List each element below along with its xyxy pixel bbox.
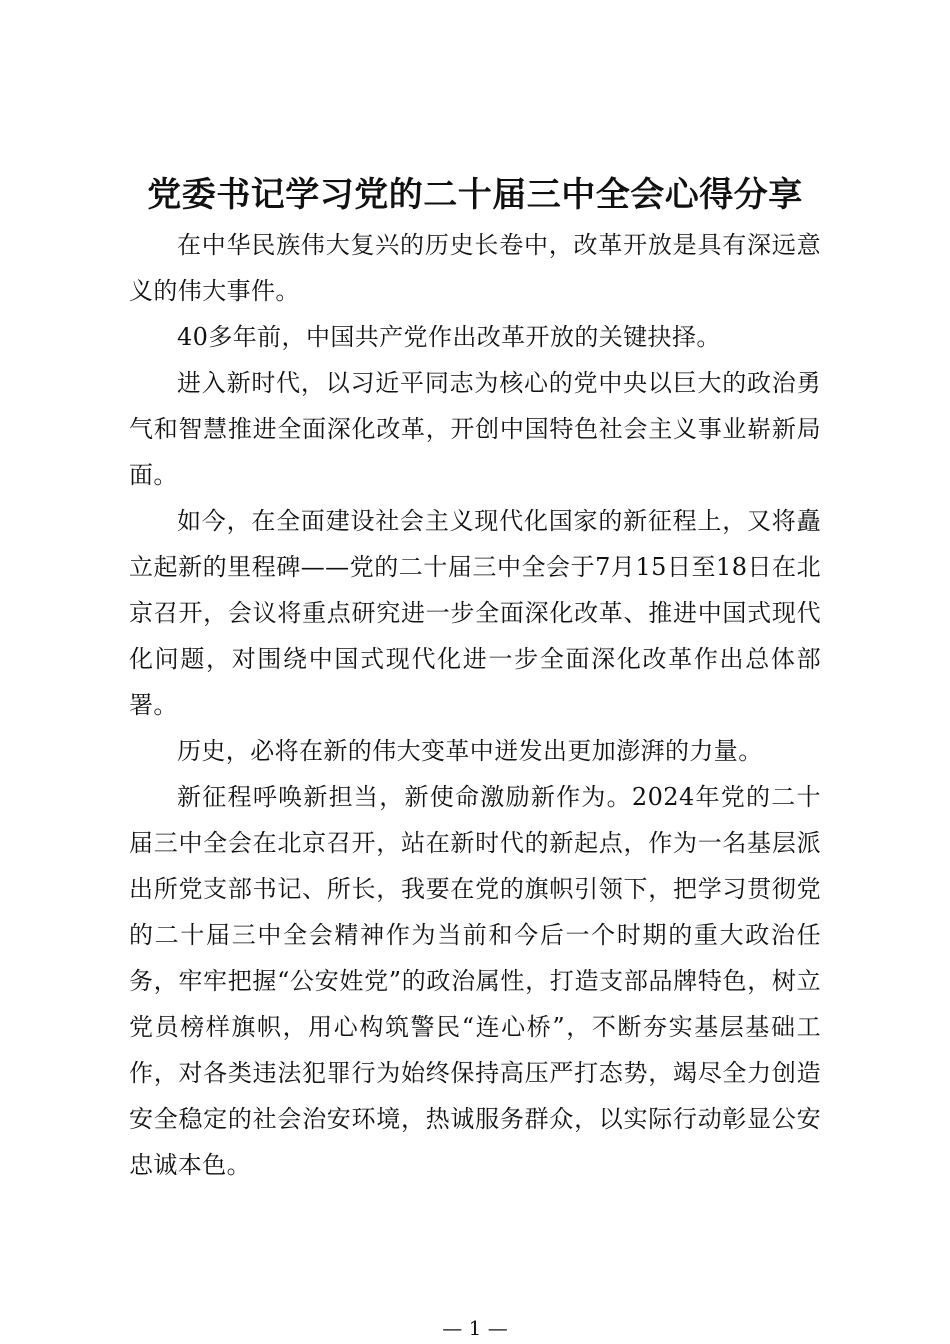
paragraph: 历史，必将在新的伟大变革中迸发出更加澎湃的力量。 — [177, 737, 763, 765]
document-title: 党委书记学习党的二十届三中全会心得分享 — [147, 175, 803, 215]
paragraph: 在中华民族伟大复兴的历史长卷中，改革开放是具有深远意义的伟大事件。 — [129, 231, 821, 305]
paragraph: 如今，在全面建设社会主义现代化国家的新征程上，又将矗立起新的里程碑——党的二十届三中全会于7月15日至18日在北京召开，会议将重点研究进一步全面深化改革、推进中国式现代化问题，对围绕中国式现代化进一步全面深化改革作出总体部署。 — [129, 507, 821, 719]
document-body — [129, 222, 821, 1188]
paragraph: 40多年前，中国共产党作出改革开放的关键抉择。 — [177, 323, 721, 351]
page-number: — 1 — — [442, 1316, 508, 1340]
paragraph: 新征程呼唤新担当，新使命激励新作为。2024年党的二十届三中全会在北京召开，站在新时代的新起点，作为一名基层派出所党支部书记、所长，我要在党的旗帜引领下，把学习贯彻党的二十届三中全会精神作为当前和今后一个时期的重大政治任务，牢牢把握“公安姓党”的政治属性，打造支部品牌特色，树立党员榜样旗帜，用心构筑警民“连心桥”，不断夯实基层基础工作，对各类违法犯罪行为始终保持高压严打态势，竭尽全力创造安全稳定的社会治安环境，热诚服务群众，以实际行动彰显公安忠诚本色。 — [129, 783, 821, 1179]
paragraph: 进入新时代，以习近平同志为核心的党中央以巨大的政治勇气和智慧推进全面深化改革，开创中国特色社会主义事业崭新局面。 — [129, 369, 821, 489]
